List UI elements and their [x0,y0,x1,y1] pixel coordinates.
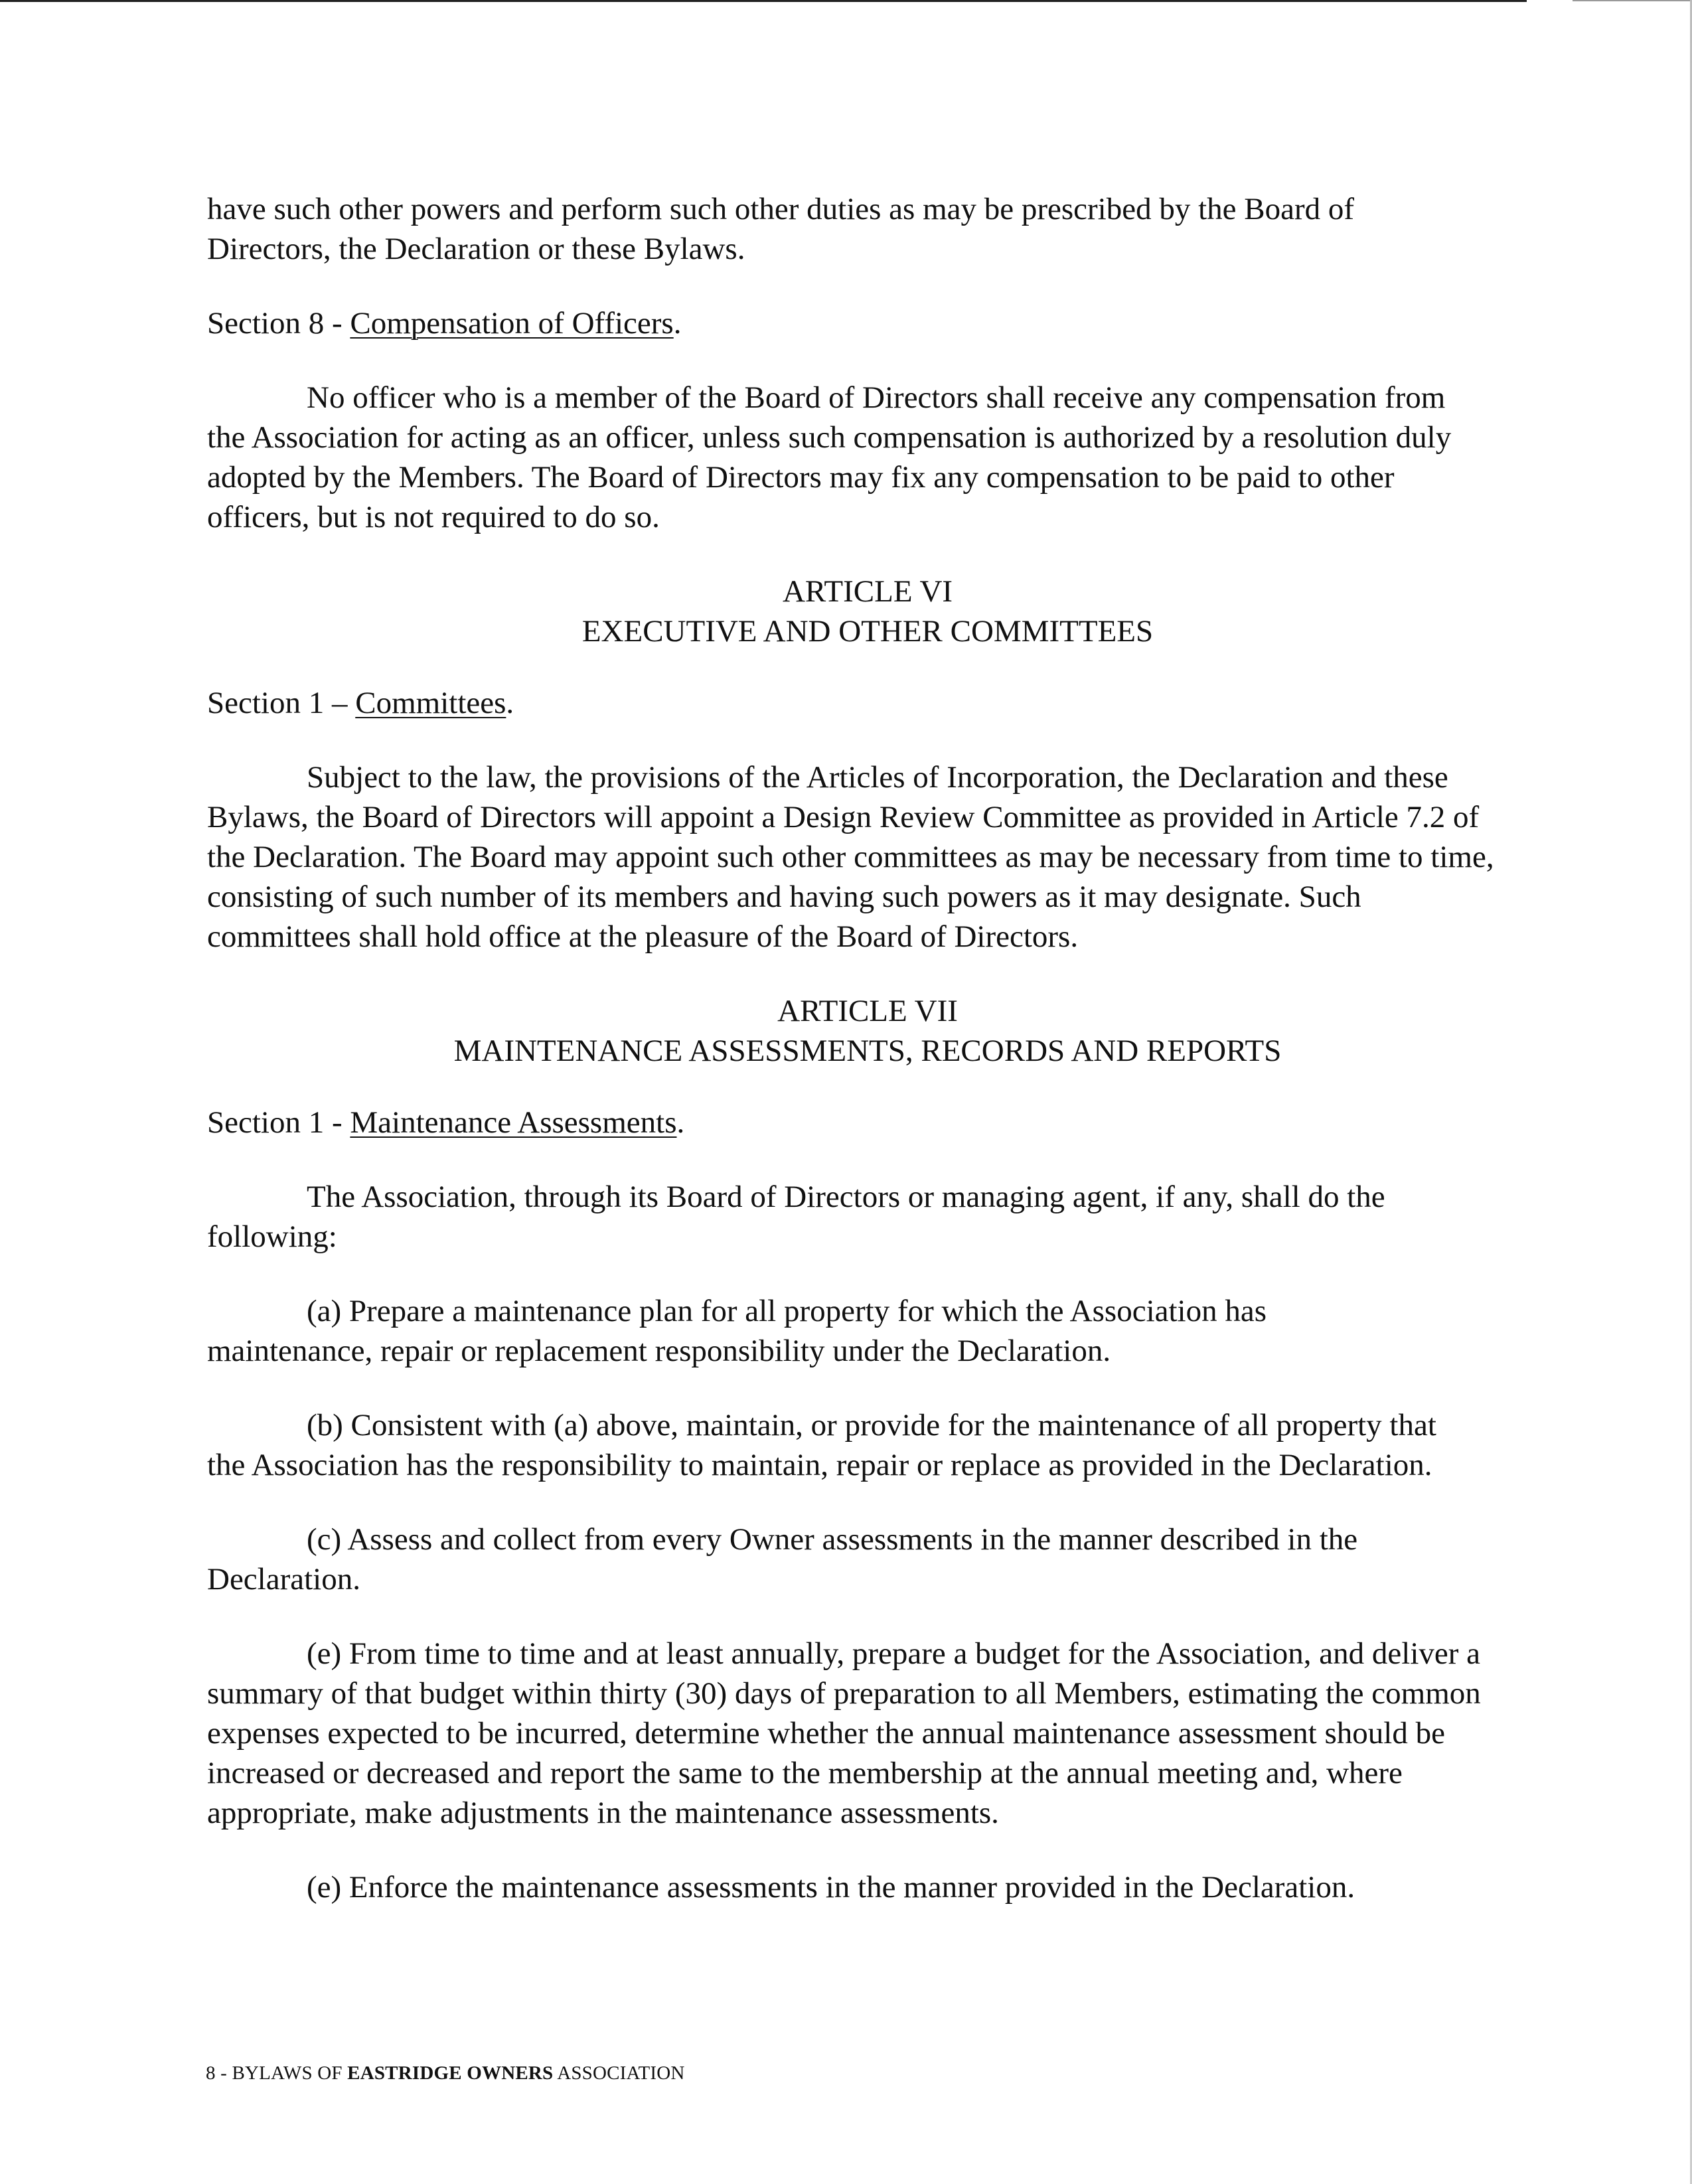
scan-top-edge [0,0,1527,2]
item-a: (a) Prepare a maintenance plan for all property for which the Association has maintenance, repair or replacement responsibility under the Declaration. [207,1294,1267,1368]
continuation-paragraph: have such other powers and perform such other duties as may be prescribed by the Board of Directors, the Declaration or these Bylaws. [207,192,1355,266]
article-6-number: ARTICLE VI [782,574,953,609]
section-8-body: No officer who is a member of the Board of Directors shall receive any compensation from the Association for acting as an officer, unless such compensation is authorized by a resolution duly adopted by the Members. The Board of Directors may fix any compensation to be paid to other officers, but is not required to do so. [207,380,1452,534]
article-6-section-1-body: Subject to the law, the provisions of the Articles of Incorporation, the Declaration and these Bylaws, the Board of Directors will appoint a Design Review Committee as provided in Article 7.2 of the Declaration. The Board may appoint such other committees as may be necessary from time to time, consisting of such number of its members and having such powers as it may designate. Such committees shall hold office at the pleasure of the Board of Directors. [207,760,1494,954]
document-page [207,189,1508,1907]
item-b: (b) Consistent with (a) above, maintain, or provide for the maintenance of all property that the Association has the responsibility to maintain, repair or replace as provided in the Declaration. [207,1408,1436,1482]
scan-top-edge-right [1573,0,1692,1]
section-8-prefix: Section 8 - [207,306,350,341]
article-6-section-1-prefix: Section 1 – [207,686,356,720]
article-7-heading [207,991,1508,1071]
section-8-title: Compensation of Officers [350,306,674,341]
footer-prefix: 8 - BYLAWS OF [206,2063,348,2084]
article-7-section-1-prefix: Section 1 - [207,1105,350,1140]
article-7-number: ARTICLE VII [777,994,958,1028]
article-7-section-1-title: Maintenance Assessments [350,1105,677,1140]
article-6-heading [207,572,1508,651]
item-c: (c) Assess and collect from every Owner assessments in the manner described in the Declaration. [207,1522,1358,1597]
item-e-budget: (e) From time to time and at least annually, prepare a budget for the Association, and deliver a summary of that budget within thirty (30) days of preparation to all Members, estimating the common expenses expected to be incurred, determine whether the annual maintenance assessment should be increased or decreased and report the same to the membership at the annual meeting and, where appropriate, make adjustments in the maintenance assessments. [207,1636,1481,1830]
footer-association-name: EASTRIDGE OWNERS [347,2063,554,2084]
article-7-title: MAINTENANCE ASSESSMENTS, RECORDS AND REPORTS [453,1034,1282,1068]
article-7-section-1-heading: Section 1 - Maintenance Assessments. [207,1105,685,1140]
page-footer [206,2061,685,2085]
item-e-enforce: (e) Enforce the maintenance assessments in the manner provided in the Declaration. [307,1870,1355,1905]
article-6-title: EXECUTIVE AND OTHER COMMITTEES [581,614,1154,649]
article-6-section-1-title: Committees [355,686,506,720]
footer-suffix: ASSOCIATION [553,2063,685,2084]
article-7-section-1-intro: The Association, through its Board of Directors or managing agent, if any, shall do the following: [207,1180,1385,1254]
section-8-heading: Section 8 - Compensation of Officers. [207,306,682,341]
article-6-section-1-heading: Section 1 – Committees. [207,686,514,720]
